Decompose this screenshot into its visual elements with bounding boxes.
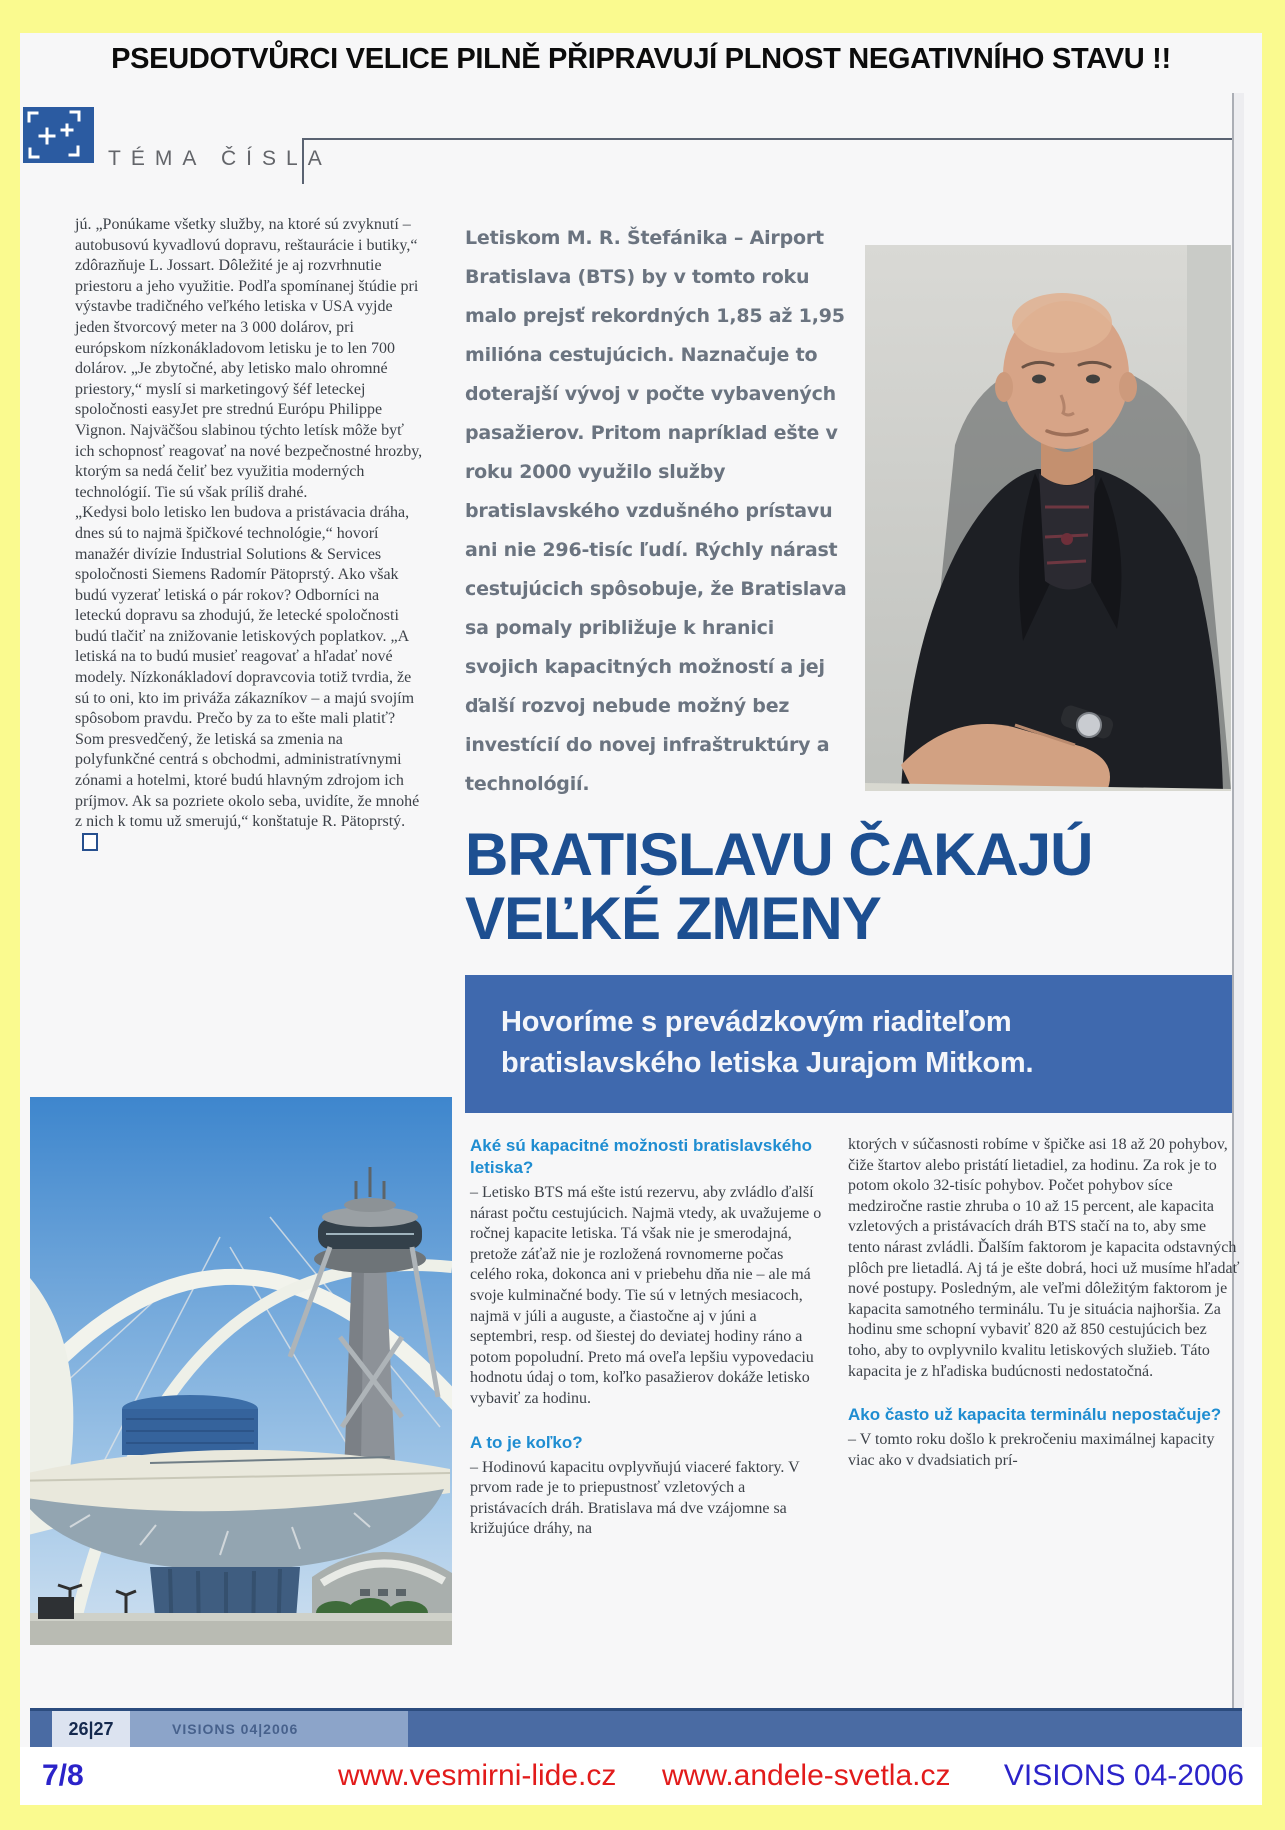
end-of-article-square xyxy=(82,833,98,851)
section-rule-vertical xyxy=(302,138,304,184)
page-numbers-tab: 26|27 xyxy=(52,1711,130,1747)
airport-photo xyxy=(30,1097,452,1645)
paragraph xyxy=(75,503,423,855)
answer-3: – V tomto roku došlo k prekročeniu maximálnej kapacity viac ako v dvadsiatich prí- xyxy=(848,1431,1215,1469)
question-2: A to je koľko? xyxy=(470,1432,583,1452)
qa-column-left xyxy=(470,1135,822,1540)
issue-label: VISIONS 04-2006 xyxy=(1003,1759,1244,1792)
paragraph-text: „Kedysi bolo letisko len budova a pristávacia dráha, dnes sú to najmä špičkové technológie,“ hovorí manažér divízie Industrial Solutions & Services spoločnosti Siemens Radomír Pätoprstý. Ako však budú vyzerať letiská o pár rokov? Odborníci na leteckú dopravu sa zhodujú, že letecké spoločnosti budú tlačiť na znižovanie letiskových poplatkov. „A letiská na to budú musieť reagovať a hľadať nové modely. Nízkonákladoví dopravcovia totiž tvrdia, že sú to oni, kto im priváža zákazníkov – a majú svojím spôsobom pravdu. Prečo by za to ešte mali platiť? Som presvedčený, že letiská sa zmenia na polyfunkčné centrá s obchodmi, administratívnymi zónami a hotelmi, ktoré budú hlavným zdrojom ich príjmov. Ak sa pozriete okolo seba, uvidíte, že mnohé z nich k tomu už smerujú,“ konštatuje R. Pätoprstý. xyxy=(75,504,420,831)
vesmirni-lide-link[interactable]: www.vesmirni-lide.cz xyxy=(338,1759,617,1792)
section-rule-horizontal xyxy=(302,138,1235,140)
crosshair-logo-icon xyxy=(23,107,94,163)
article-left-column xyxy=(75,215,423,855)
title-line-1: BRATISLAVU ČAKAJÚ xyxy=(465,821,1093,888)
pdf-page-indicator: 7/8 xyxy=(42,1759,84,1792)
qa-column-right xyxy=(848,1135,1240,1471)
question-3: Ako často už kapacita terminálu nepostačuje? xyxy=(848,1405,1222,1425)
answer-1: – Letisko BTS má ešte istú rezervu, aby zvládlo ďalší nárast počtu cestujúcich. Najmä vtedy, ak uvažujeme o ročnej kapacite letiska. Tá však nie je smerodajná, pretože záťaž nie je rozložená rovnomerne počas celého roka, dokonca ani v priebehu dňa nie – ale má svoje kulminačné body. Tie sú v letných mesiacoch, najmä v júli a auguste, a čiastočne aj v júni a septembri, resp. od šiestej do deviatej hodiny ráno a potom popoludní. Preto má oveľa lepšiu vypovedaciu hodnotu údaj o tom, koľko pasažierov dokáže letisko vybaviť za hodinu. xyxy=(470,1184,822,1407)
answer-2: – Hodinovú kapacitu ovplyvňujú viaceré faktory. V prvom rade je to priepustnosť vzletových a pristávacích dráh. Bratislava má dve vzájomne sa križujúce dráhy, na xyxy=(470,1458,800,1538)
article-title xyxy=(465,823,1225,951)
section-label: TÉMA ČÍSLA xyxy=(108,147,332,170)
distribution-footer-strip xyxy=(20,1747,1262,1805)
title-line-2: VEĽKÉ ZMENY xyxy=(465,885,881,952)
issue-segment: VISIONS 04|2006 xyxy=(130,1711,408,1747)
portrait-photo xyxy=(865,245,1231,791)
answer-2-continued: ktorých v súčasnosti robíme v špičke asi 18 až 20 pohybov, čiže štartov alebo pristátí lietadiel, za hodinu. Za rok je to potom okolo 32-tisíc pohybov. Počet pohybov síce medziročne rastie zhruba o 10 až 15 percent, ale kapacita vzletových a pristávacích dráh BTS stačí na to, aby sme tento nárast zvládli. Ďalším faktorom je kapacita odstavných plôch pre lietadlá. Aj tá je ešte dobrá, hoci už musíme hľadať nové postupy. Posledným, ale veľmi dôležitým faktorom je kapacita samotného terminálu. Tu je situácia najhoršia. Za hodinu sme schopní vybaviť 820 až 850 cestujúcich bez toho, aby to ovplyvnilo kvalitu letiskových služieb. Táto kapacita je z hľadiska budúcnosti nedostatočná. xyxy=(848,1136,1240,1380)
magazine-footer-bar xyxy=(30,1708,1242,1747)
magazine-page xyxy=(20,33,1262,1805)
article-lead-paragraph: Letiskom M. R. Štefánika – Airport Bratislava (BTS) by v tomto roku malo prejsť rekordných 1,85 až 1,95 milióna cestujúcich. Naznačuje to doterajší vývoj v počte vybavených pasažierov. Pritom napríklad ešte v roku 2000 využilo služby bratislavského vzdušného prístavu ani nie 296-tisíc ľudí. Rýchly nárast cestujúcich spôsobuje, že Bratislava sa pomaly približuje k hranici svojich kapacitných možností a jej ďalší rozvoj nebude možný bez investícií do novej infraštruktúry a technológií. xyxy=(465,227,847,795)
interview-banner-text: Hovoríme s prevádzkovým riaditeľom bratislavského letiska Jurajom Mitkom. xyxy=(501,1006,1034,1079)
top-warning-headline: PSEUDOTVŮRCI VELICE PILNĚ PŘIPRAVUJÍ PLNOST NEGATIVNÍHO STAVU !! xyxy=(111,43,1171,75)
question-1: Aké sú kapacitné možnosti bratislavského letiska? xyxy=(470,1136,813,1177)
paragraph: jú. „Ponúkame všetky služby, na ktoré sú zvyknutí – autobusovú kyvadlovú dopravu, reštaurácie i butiky,“ zdôrazňuje L. Jossart. Dôležité je aj rozvrhnutie priestoru a jeho využitie. Podľa spomínanej štúdie pri výstavbe tradičného veľkého letiska v USA vyjde jeden štvorcový meter na 3 000 dolárov, pri európskom nízkonákladovom letisku je to len 700 dolárov. „Je zbytočné, aby letisko malo ohromné priestory,“ myslí si marketingový šéf leteckej spoločnosti easyJet pre strednú Európu Philippe Vignon. Najväčšou slabinou týchto letísk môže byť ich schopnosť reagovať na nové bezpečnostné hrozby, ktorým sa nedá čeliť bez využitia moderných technológií. Tie sú však príliš drahé. xyxy=(75,216,423,501)
andele-svetla-link[interactable]: www.andele-svetla.cz xyxy=(662,1759,951,1792)
interview-banner xyxy=(465,975,1232,1113)
